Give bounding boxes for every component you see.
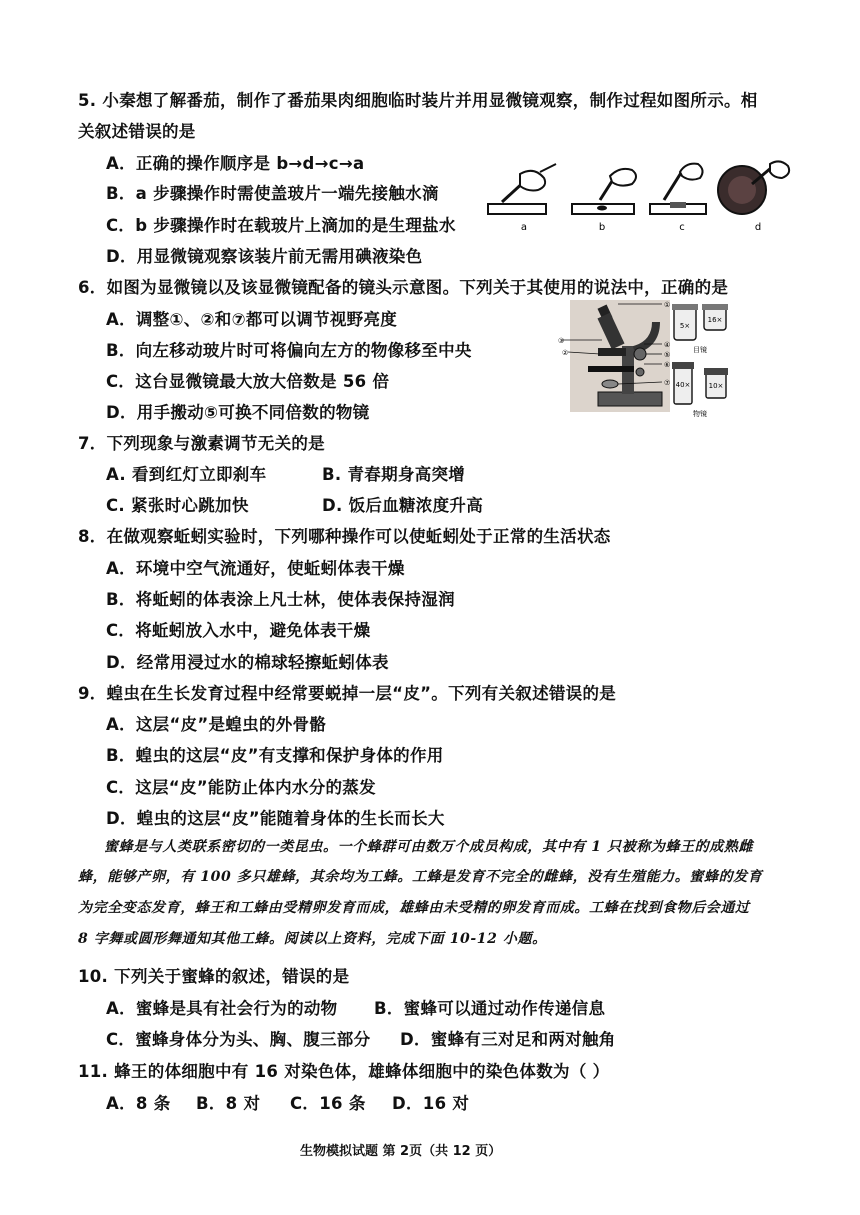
question-8-option-c: C．将蚯蚓放入水中，避免体表干燥 xyxy=(106,621,371,640)
step-a-illustration xyxy=(488,164,556,214)
passage-line-2: 蜂，能够产卵，有 100 多只雄蜂，其余均为工蜂。工蜂是发育不完全的雌蜂，没有生殖能力。蜜蜂的发育 xyxy=(78,869,763,885)
question-6-option-d: D．用手搬动⑤可换不同倍数的物镜 xyxy=(106,403,370,422)
step-d-illustration xyxy=(718,161,789,214)
label-d: d xyxy=(754,222,762,233)
lens-10x: 10× xyxy=(708,382,724,390)
question-8-option-d: D．经常用浸过水的棉球轻擦蚯蚓体表 xyxy=(106,653,389,672)
question-7-option-c: C. 紧张时心跳加快 xyxy=(106,496,249,515)
lens-40x: 40× xyxy=(675,381,691,389)
microscope-figure xyxy=(558,296,758,420)
question-5-option-b: B．a 步骤操作时需使盖玻片一端先接触水滴 xyxy=(106,184,439,203)
question-11-option-c: C．16 条 xyxy=(290,1094,366,1113)
page-footer: 生物模拟试题 第 2页（共 12 页） xyxy=(300,1144,502,1159)
question-10-option-a: A．蜜蜂是具有社会行为的动物 xyxy=(106,999,338,1018)
callout-4: ④ xyxy=(664,341,671,349)
objective-label: 物镜 xyxy=(693,410,707,418)
callout-3: ③ xyxy=(558,337,565,345)
question-7-option-d: D. 饭后血糖浓度升高 xyxy=(322,496,484,515)
question-6-option-c: C．这台显微镜最大放大倍数是 56 倍 xyxy=(106,372,390,391)
question-6-option-a: A．调整①、②和⑦都可以调节视野亮度 xyxy=(106,310,398,329)
eyepiece-lenses xyxy=(672,304,728,354)
question-10-option-d: D．蜜蜂有三对足和两对触角 xyxy=(400,1030,616,1049)
question-10-stem: 10. 下列关于蜜蜂的叙述，错误的是 xyxy=(78,967,350,986)
question-8-option-a: A．环境中空气流通好，使蚯蚓体表干燥 xyxy=(106,559,405,578)
eyepiece-label: 目镜 xyxy=(693,346,707,354)
question-9-option-c: C．这层“皮”能防止体内水分的蒸发 xyxy=(106,778,376,797)
lens-5x: 5× xyxy=(679,322,691,330)
passage-line-4: 8 字舞或圆形舞通知其他工蜂。阅读以上资料，完成下面 10-12 小题。 xyxy=(78,931,547,947)
label-b: b xyxy=(598,222,606,233)
callout-6: ⑥ xyxy=(664,361,671,369)
question-5-stem-line2: 关叙述错误的是 xyxy=(78,122,196,141)
callout-7: ⑦ xyxy=(664,379,671,387)
question-10-option-c: C．蜜蜂身体分为头、胸、腹三部分 xyxy=(106,1030,371,1049)
slide-preparation-figure xyxy=(480,160,800,238)
objective-lenses xyxy=(672,362,728,418)
label-c: c xyxy=(679,222,685,233)
question-9-option-b: B．蝗虫的这层“皮”有支撑和保护身体的作用 xyxy=(106,746,444,765)
question-5-option-c: C．b 步骤操作时在载玻片上滴加的是生理盐水 xyxy=(106,216,456,235)
question-7-option-a: A. 看到红灯立即刹车 xyxy=(106,465,267,484)
question-10-option-b: B．蜜蜂可以通过动作传递信息 xyxy=(374,999,606,1018)
passage-line-3: 为完全变态发育，蜂王和工蜂由受精卵发育而成，雄蜂由未受精的卵发育而成。工蜂在找到食物后会通过 xyxy=(78,900,750,916)
question-11-option-a: A．8 条 xyxy=(106,1094,171,1113)
question-5-stem-line1: 5. 小秦想了解番茄，制作了番茄果肉细胞临时装片并用显微镜观察，制作过程如图所示。相 xyxy=(78,91,758,110)
question-6-option-b: B．向左移动玻片时可将偏向左方的物像移至中央 xyxy=(106,341,472,360)
question-11-stem: 11. 蜂王的体细胞中有 16 对染色体，雄蜂体细胞中的染色体数为（ ） xyxy=(78,1062,610,1081)
question-9-option-d: D．蝗虫的这层“皮”能随着身体的生长而长大 xyxy=(106,809,445,828)
callout-2: ② xyxy=(562,349,569,357)
question-5-option-a: A．正确的操作顺序是 b→d→c→a xyxy=(106,154,365,173)
step-c-illustration xyxy=(650,164,706,214)
question-5-option-d: D．用显微镜观察该装片前无需用碘液染色 xyxy=(106,247,423,266)
callout-1: ① xyxy=(664,301,671,309)
step-b-illustration xyxy=(572,169,636,214)
passage-line-1: 蜜蜂是与人类联系密切的一类昆虫。一个蜂群可由数万个成员构成，其中有 1 只被称为蜂王的成熟雌 xyxy=(104,839,754,855)
question-9-option-a: A．这层“皮”是蝗虫的外骨骼 xyxy=(106,715,327,734)
label-a: a xyxy=(520,222,528,233)
question-7-stem: 7．下列现象与激素调节无关的是 xyxy=(78,434,325,453)
question-6-stem: 6．如图为显微镜以及该显微镜配备的镜头示意图。下列关于其使用的说法中，正确的是 xyxy=(78,278,729,297)
lens-16x: 16× xyxy=(707,316,723,324)
callout-5: ⑤ xyxy=(664,351,671,359)
question-11-option-b: B．8 对 xyxy=(196,1094,261,1113)
question-9-stem: 9．蝗虫在生长发育过程中经常要蜕掉一层“皮”。下列有关叙述错误的是 xyxy=(78,684,617,703)
question-8-option-b: B．将蚯蚓的体表涂上凡士林，使体表保持湿润 xyxy=(106,590,455,609)
question-8-stem: 8．在做观察蚯蚓实验时，下列哪种操作可以使蚯蚓处于正常的生活状态 xyxy=(78,527,611,546)
question-11-option-d: D．16 对 xyxy=(392,1094,470,1113)
question-7-option-b: B. 青春期身高突增 xyxy=(322,465,466,484)
